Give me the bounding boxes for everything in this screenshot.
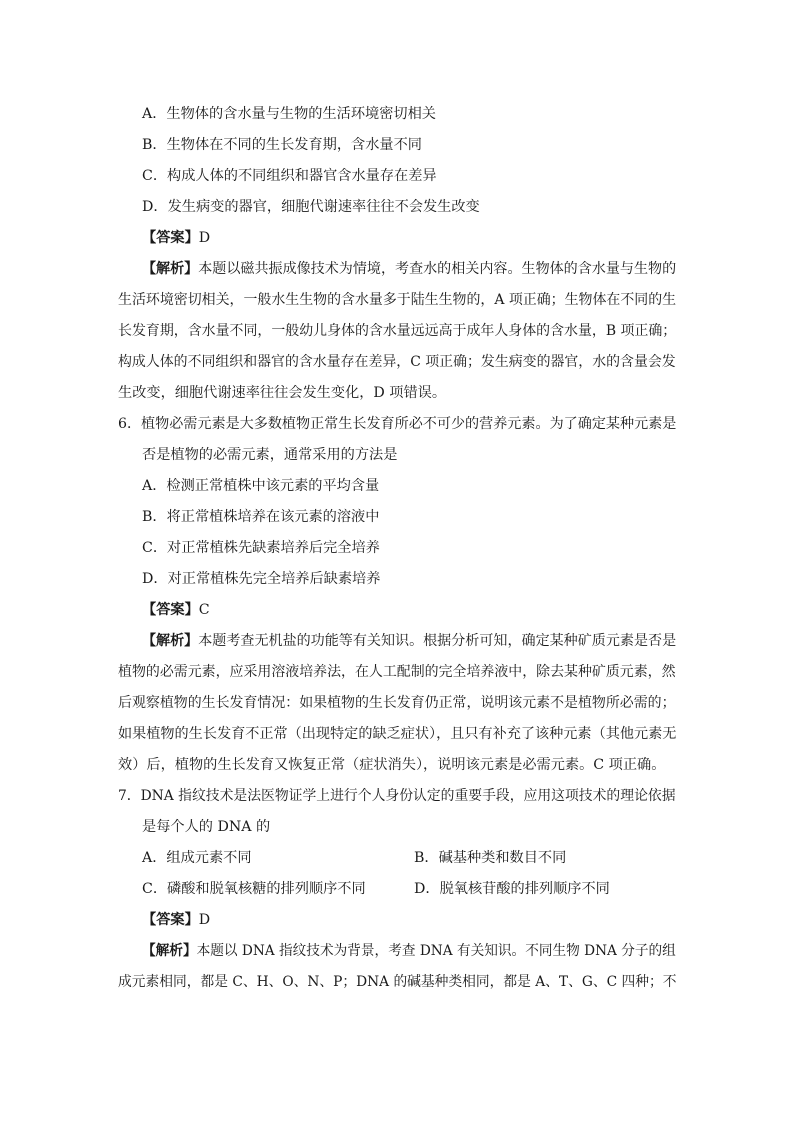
q7-answer-value: D	[198, 912, 211, 928]
q7-option-b: B．碱基种类和数目不同	[414, 850, 567, 866]
q7-answer	[142, 910, 210, 930]
q6-answer-value: C	[198, 602, 210, 618]
q5-explanation-line-2: 生活环境密切相关，一般水生生物的含水量多于陆生生物的，A 项正确；生物体在不同的生	[118, 292, 677, 308]
q6-option-c: C．对正常植株先缺素培养后完全培养	[142, 540, 380, 556]
q7-option-c: C．磷酸和脱氧核糖的排列顺序不同	[142, 881, 366, 897]
q6-option-b: B．将正常植株培养在该元素的溶液中	[142, 509, 380, 525]
q6-option-a: A．检测正常植株中该元素的平均含量	[142, 478, 380, 494]
q7-option-a: A．组成元素不同	[142, 850, 252, 866]
q7-explanation-line-2: 成元素相同，都是 C、H、O、N、P；DNA 的碱基种类相同，都是 A、T、G、C 四种；不	[118, 974, 677, 990]
q5-explanation-line-5: 生改变，细胞代谢速率往往会发生变化，D 项错误。	[118, 385, 447, 401]
q5-explanation-line-3: 长发育期，含水量不同，一般幼儿身体的含水量远远高于成年人身体的含水量，B 项正确；	[118, 323, 677, 339]
q5-explain-tag: 【解析】	[142, 261, 199, 277]
q6-stem-line-2: 否是植物的必需元素，通常采用的方法是	[142, 447, 398, 463]
q6-stem-line-1: 6．植物必需元素是大多数植物正常生长发育所必不可少的营养元素。为了确定某种元素是	[118, 416, 677, 432]
q6-answer	[142, 600, 210, 620]
q5-answer-value: D	[198, 230, 211, 246]
q7-option-d: D．脱氧核苷酸的排列顺序不同	[414, 881, 610, 897]
q5-explanation-line-4: 构成人体的不同组织和器官的含水量存在差异，C 项正确；发生病变的器官，水的含量会发	[118, 354, 676, 370]
q6-explanation-line-2: 植物的必需元素，应采用溶液培养法，在人工配制的完全培养液中，除去某种矿质元素，然	[118, 664, 676, 680]
q6-explanation-line-4: 如果植物的生长发育不正常（出现特定的缺乏症状），且只有补充了该种元素（其他元素无	[118, 726, 677, 742]
q5-answer	[142, 228, 210, 248]
q5-answer-tag: 【答案】	[142, 230, 199, 246]
q6-explanation-line-3: 后观察植物的生长发育情况：如果植物的生长发育仍正常，说明该元素不是植物所必需的；	[118, 695, 676, 711]
q7-stem-line-2: 是每个人的 DNA 的	[142, 819, 271, 835]
q7-explain-tag: 【解析】	[142, 943, 197, 959]
q6-explanation-line-1: 【解析】本题考查无机盐的功能等有关知识。根据分析可知，确定某种矿质元素是否是	[142, 633, 677, 649]
q5-option-d: D．发生病变的器官，细胞代谢速率往往不会发生改变	[142, 199, 480, 215]
q7-answer-tag: 【答案】	[142, 912, 199, 928]
q6-explain-tag: 【解析】	[142, 633, 199, 649]
q6-explanation-line-5: 效）后，植物的生长发育又恢复正常（症状消失），说明该元素是必需元素。C 项正确。	[118, 757, 666, 773]
q6-option-d: D．对正常植株先完全培养后缺素培养	[142, 571, 381, 587]
q5-explanation-line-1: 【解析】本题以磁共振成像技术为情境，考查水的相关内容。生物体的含水量与生物的	[142, 261, 677, 277]
q7-stem-line-1: 7．DNA 指纹技术是法医物证学上进行个人身份认定的重要手段，应用这项技术的理论依据	[118, 788, 676, 804]
q5-option-b: B．生物体在不同的生长发育期，含水量不同	[142, 137, 422, 153]
q7-explanation-line-1: 【解析】本题以 DNA 指纹技术为背景，考查 DNA 有关知识。不同生物 DNA 分子的组	[142, 943, 676, 959]
q5-option-a: A．生物体的含水量与生物的生活环境密切相关	[142, 106, 436, 122]
q5-option-c: C．构成人体的不同组织和器官含水量存在差异	[142, 168, 437, 184]
q6-answer-tag: 【答案】	[142, 602, 199, 618]
